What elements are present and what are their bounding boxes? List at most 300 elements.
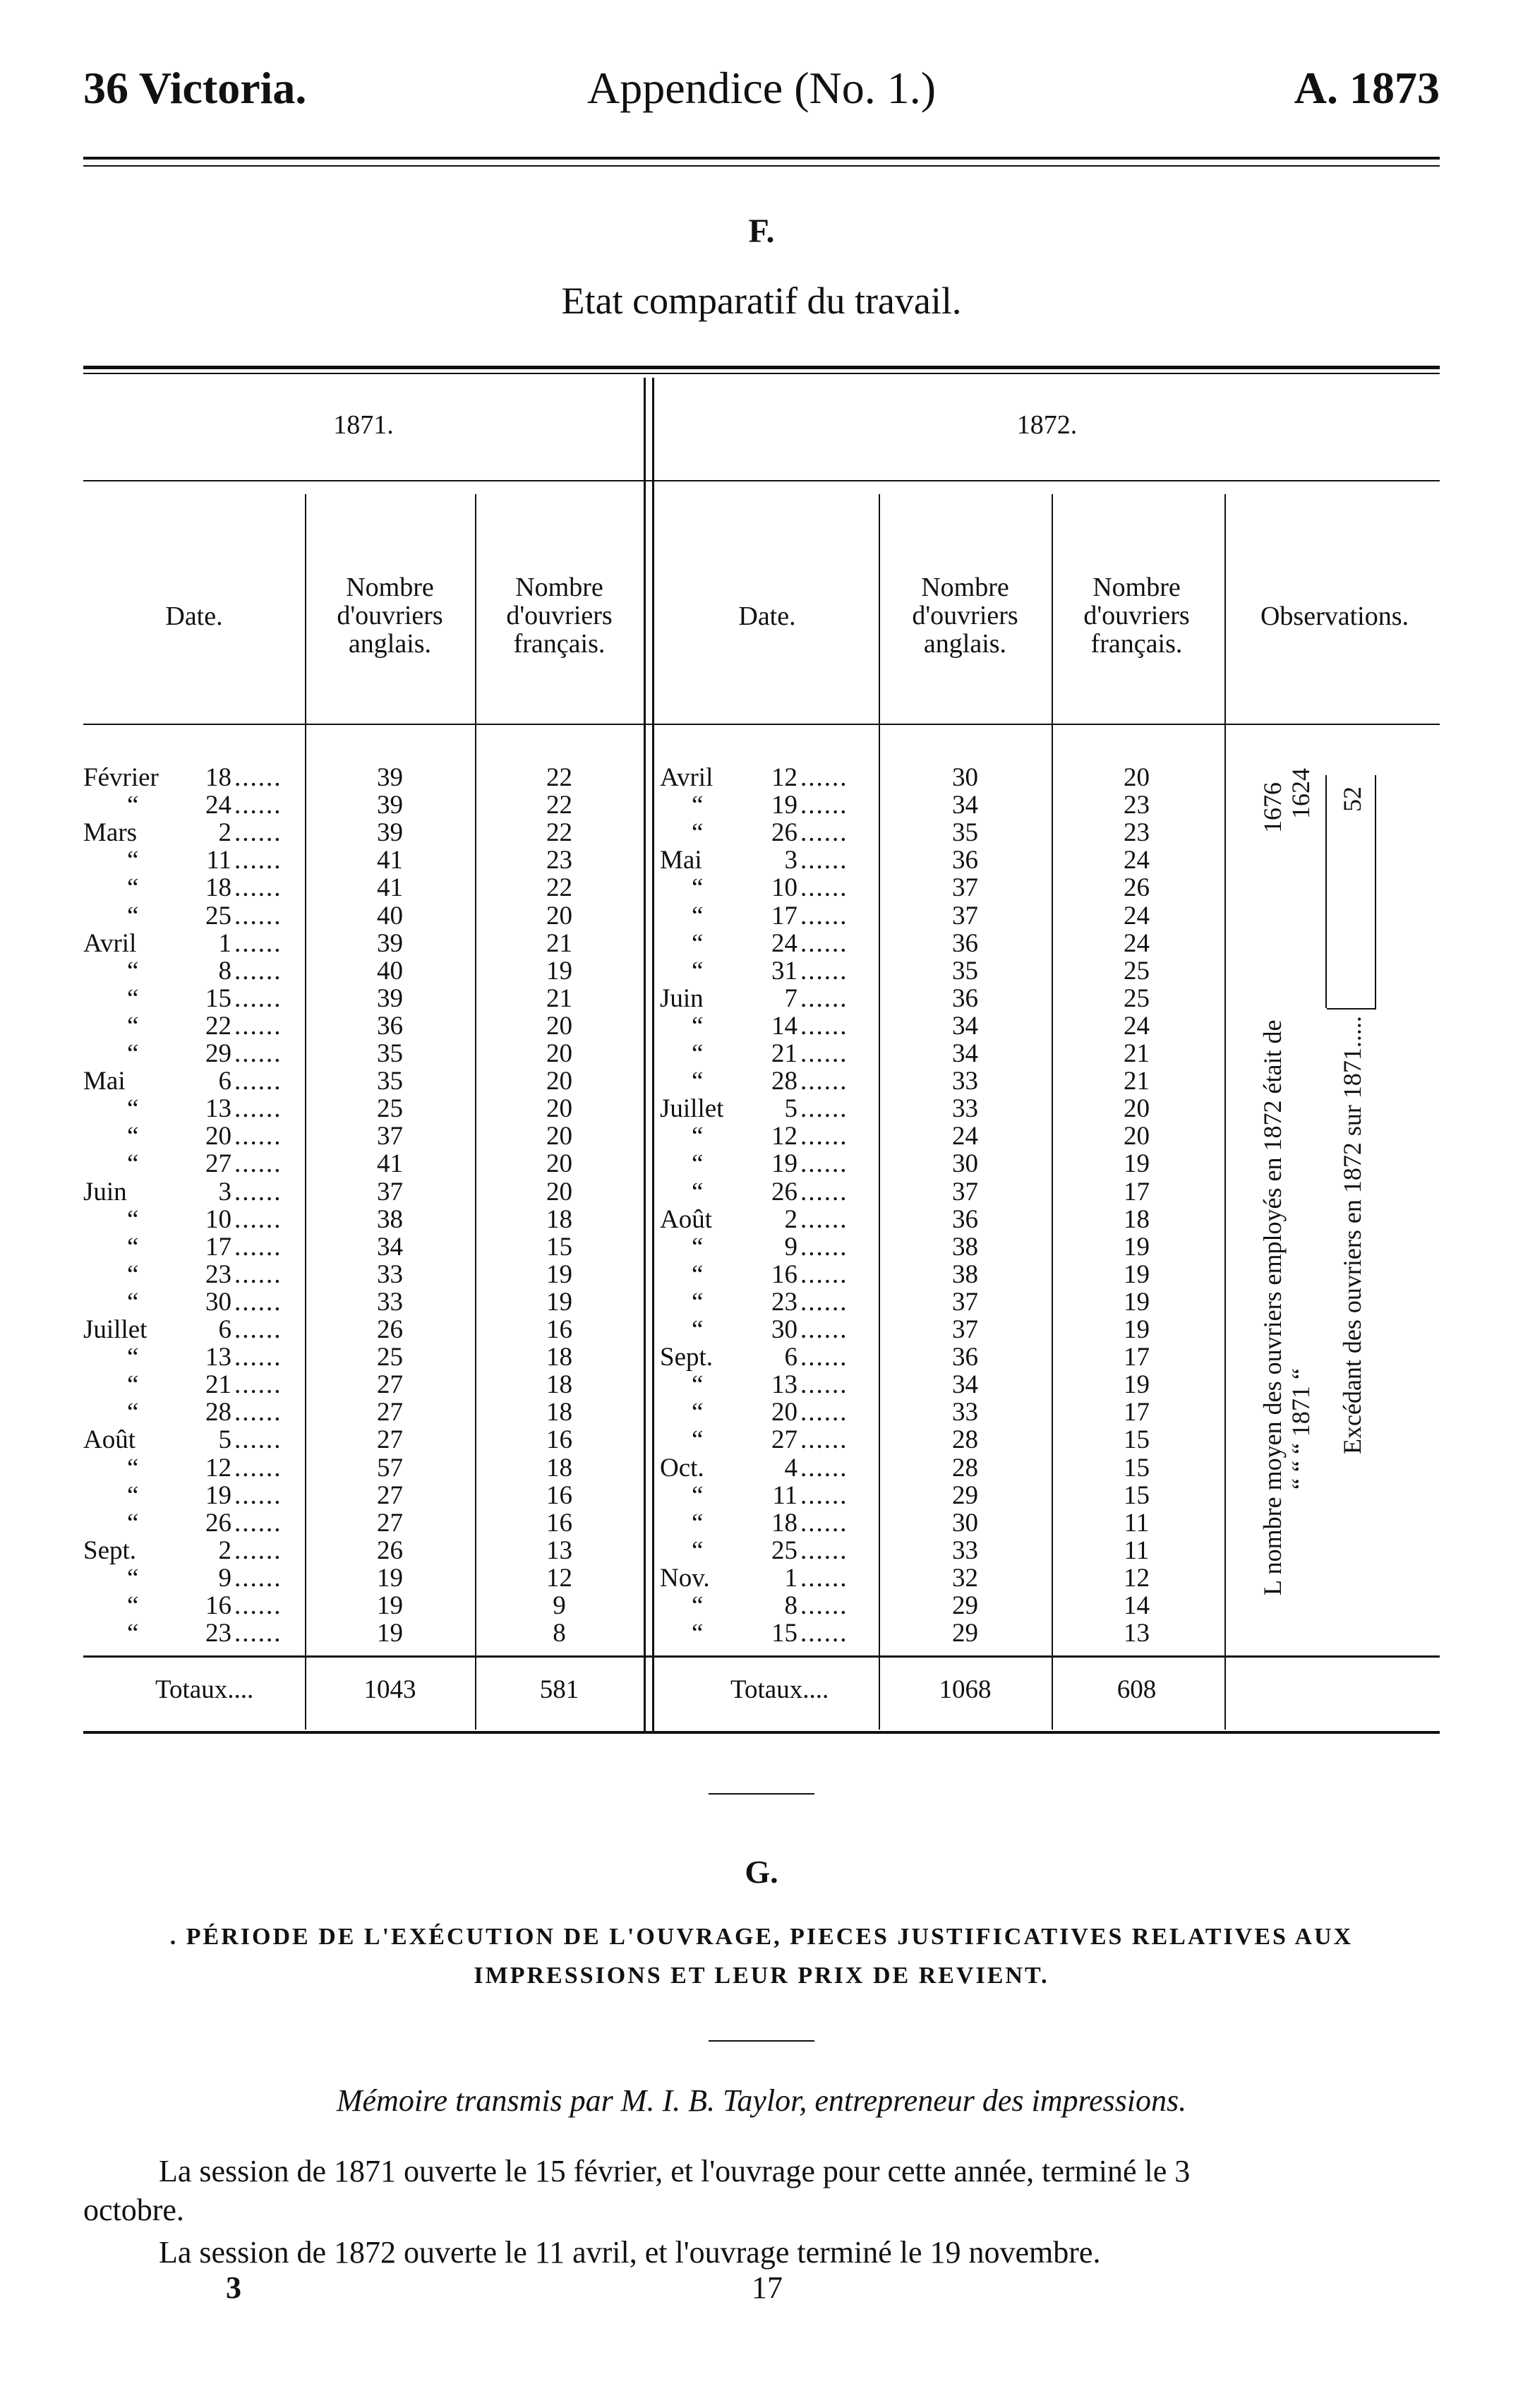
- row-day: 5: [218, 1425, 231, 1455]
- row-francais: 20: [546, 1011, 572, 1041]
- row-francais: 19: [1124, 1287, 1150, 1317]
- row-month: “: [127, 1259, 139, 1289]
- row-month: “: [127, 1480, 139, 1510]
- table-row: [660, 1592, 1224, 1619]
- table-row: [660, 1288, 1224, 1316]
- row-leader-dots: ......: [800, 1204, 848, 1234]
- table-row: [83, 846, 644, 874]
- row-day: 1: [784, 1563, 797, 1593]
- row-francais: 15: [1124, 1480, 1150, 1510]
- row-anglais: 34: [952, 1011, 978, 1041]
- row-francais: 20: [546, 1067, 572, 1096]
- row-leader-dots: ......: [800, 1398, 848, 1427]
- row-day: 25: [205, 901, 231, 930]
- row-day: 6: [784, 1343, 797, 1372]
- row-francais: 20: [546, 1149, 572, 1179]
- row-leader-dots: ......: [234, 791, 282, 820]
- memoire-line: Mémoire transmis par M. I. B. Taylor, entrepreneur des impressions.: [336, 2083, 1187, 2118]
- row-leader-dots: ......: [234, 846, 282, 875]
- row-francais: 12: [546, 1563, 572, 1593]
- row-leader-dots: ......: [800, 901, 848, 930]
- row-day: 2: [218, 818, 231, 848]
- row-day: 26: [205, 1508, 231, 1538]
- row-day: 1: [218, 928, 231, 958]
- header-rule-top: [83, 157, 1440, 160]
- row-francais: 20: [546, 1039, 572, 1068]
- row-day: 19: [205, 1480, 231, 1510]
- row-leader-dots: ......: [800, 1039, 848, 1068]
- row-anglais: 35: [952, 818, 978, 848]
- row-anglais: 28: [952, 1453, 978, 1482]
- table-row: [83, 1426, 644, 1454]
- table-row: [660, 1398, 1224, 1426]
- row-month: Nov.: [660, 1563, 710, 1593]
- row-leader-dots: ......: [234, 1480, 282, 1510]
- row-anglais: 39: [377, 983, 403, 1013]
- row-anglais: 37: [952, 1315, 978, 1344]
- row-leader-dots: ......: [800, 1149, 848, 1179]
- row-day: 29: [205, 1039, 231, 1068]
- row-leader-dots: ......: [234, 1094, 282, 1124]
- table-row: [660, 1343, 1224, 1371]
- table-row: [660, 764, 1224, 791]
- row-month: “: [692, 1177, 704, 1206]
- year-divider-b: [652, 378, 654, 1732]
- row-day: 20: [205, 1122, 231, 1151]
- section-f-letter: F.: [748, 212, 775, 250]
- row-francais: 20: [546, 1122, 572, 1151]
- row-anglais: 36: [377, 1011, 403, 1041]
- row-day: 12: [771, 1122, 797, 1151]
- row-francais: 11: [1124, 1535, 1150, 1565]
- header-rule: [83, 724, 1440, 725]
- row-anglais: 29: [952, 1619, 978, 1648]
- table-row: [660, 846, 1224, 874]
- row-anglais: 36: [952, 1343, 978, 1372]
- row-day: 27: [205, 1149, 231, 1179]
- table-row: [83, 957, 644, 985]
- row-month: Juillet: [83, 1315, 148, 1344]
- row-day: 23: [205, 1259, 231, 1289]
- row-leader-dots: ......: [234, 956, 282, 986]
- signature-mark: 3: [226, 2270, 241, 2305]
- row-month: “: [127, 1039, 139, 1068]
- paragraph-1-line-1: La session de 1871 ouverte le 15 février, et l'ouvrage pour cette année, terminé le 3: [159, 2154, 1191, 2188]
- row-day: 11: [206, 846, 231, 875]
- row-leader-dots: ......: [234, 1011, 282, 1041]
- row-month: “: [127, 1204, 139, 1234]
- running-head-right: A. 1873: [1294, 63, 1440, 113]
- row-month: “: [127, 1149, 139, 1179]
- table-row: [83, 1343, 644, 1371]
- row-day: 3: [784, 846, 797, 875]
- row-leader-dots: ......: [234, 901, 282, 930]
- row-francais: 16: [546, 1425, 572, 1455]
- row-anglais: 29: [952, 1591, 978, 1620]
- row-francais: 19: [1124, 1149, 1150, 1179]
- table-row: [83, 1537, 644, 1564]
- row-day: 27: [771, 1425, 797, 1455]
- table-row: [660, 1067, 1224, 1095]
- table-row: [660, 1095, 1224, 1122]
- row-day: 6: [218, 1315, 231, 1344]
- row-anglais: 30: [952, 1508, 978, 1538]
- table-row: [83, 1095, 644, 1122]
- row-leader-dots: ......: [234, 873, 282, 903]
- row-francais: 18: [546, 1398, 572, 1427]
- row-leader-dots: ......: [234, 1177, 282, 1206]
- table-row: [83, 791, 644, 819]
- table-row: [83, 819, 644, 846]
- row-month: “: [127, 956, 139, 986]
- row-leader-dots: ......: [800, 1563, 848, 1593]
- row-anglais: 30: [952, 1149, 978, 1179]
- row-francais: 22: [546, 873, 572, 903]
- row-anglais: 27: [377, 1370, 403, 1400]
- row-francais: 19: [546, 956, 572, 986]
- observation-bracket: [1325, 775, 1327, 1008]
- row-month: “: [692, 1398, 704, 1427]
- col-date-1871: Date.: [165, 601, 223, 631]
- row-anglais: 41: [377, 873, 403, 903]
- table-row: [83, 1122, 644, 1150]
- row-francais: 20: [1124, 1122, 1150, 1151]
- row-francais: 19: [1124, 1232, 1150, 1262]
- row-day: 2: [218, 1535, 231, 1565]
- table-row: [83, 1012, 644, 1040]
- row-anglais: 26: [377, 1535, 403, 1565]
- row-anglais: 35: [952, 956, 978, 986]
- row-leader-dots: ......: [234, 928, 282, 958]
- row-month: Sept.: [83, 1535, 137, 1565]
- row-leader-dots: ......: [800, 791, 848, 820]
- row-month: Août: [660, 1204, 712, 1234]
- row-day: 12: [771, 763, 797, 792]
- table-row: [660, 1509, 1224, 1537]
- row-anglais: 41: [377, 1149, 403, 1179]
- row-anglais: 39: [377, 928, 403, 958]
- row-francais: 12: [1124, 1563, 1150, 1593]
- row-month: Mars: [83, 818, 138, 848]
- row-month: “: [692, 1425, 704, 1455]
- row-leader-dots: ......: [800, 1591, 848, 1620]
- row-leader-dots: ......: [800, 1535, 848, 1565]
- total-francais-1871: 581: [539, 1675, 579, 1704]
- table-row: [83, 1454, 644, 1482]
- row-month: Mai: [83, 1067, 126, 1096]
- row-day: 18: [771, 1508, 797, 1538]
- row-day: 15: [205, 983, 231, 1013]
- table-row: [660, 1454, 1224, 1482]
- header-rule-bottom: [83, 165, 1440, 167]
- row-leader-dots: ......: [800, 1425, 848, 1455]
- row-francais: 16: [546, 1508, 572, 1538]
- row-francais: 23: [1124, 818, 1150, 848]
- row-francais: 25: [1124, 983, 1150, 1013]
- row-day: 16: [771, 1259, 797, 1289]
- row-francais: 24: [1124, 1011, 1150, 1041]
- row-day: 20: [771, 1398, 797, 1427]
- table-row: [660, 874, 1224, 901]
- row-francais: 22: [546, 818, 572, 848]
- year-1872-label: 1872.: [1016, 410, 1078, 440]
- row-anglais: 29: [952, 1480, 978, 1510]
- row-anglais: 27: [377, 1480, 403, 1510]
- row-francais: 20: [546, 1177, 572, 1206]
- row-day: 21: [205, 1370, 231, 1400]
- row-leader-dots: ......: [234, 1535, 282, 1565]
- row-day: 15: [771, 1619, 797, 1648]
- row-leader-dots: ......: [234, 1619, 282, 1648]
- row-leader-dots: ......: [800, 1232, 848, 1262]
- row-anglais: 34: [952, 1370, 978, 1400]
- row-anglais: 19: [377, 1591, 403, 1620]
- row-leader-dots: ......: [800, 983, 848, 1013]
- row-leader-dots: ......: [234, 1563, 282, 1593]
- table-row: [83, 902, 644, 930]
- table-row: [660, 1178, 1224, 1206]
- table-row: [83, 985, 644, 1012]
- row-anglais: 39: [377, 763, 403, 792]
- row-anglais: 27: [377, 1398, 403, 1427]
- paragraph-2: La session de 1872 ouverte le 11 avril, et l'ouvrage terminé le 19 novembre.: [159, 2235, 1101, 2270]
- table-row: [660, 1150, 1224, 1178]
- row-francais: 25: [1124, 956, 1150, 986]
- row-anglais: 26: [377, 1315, 403, 1344]
- observation-sum-rule: [1327, 1008, 1376, 1010]
- row-month: “: [127, 983, 139, 1013]
- row-day: 23: [205, 1619, 231, 1648]
- row-month: “: [127, 1563, 139, 1593]
- row-leader-dots: ......: [800, 1177, 848, 1206]
- total-anglais-1871: 1043: [363, 1675, 416, 1704]
- row-day: 14: [771, 1011, 797, 1041]
- row-day: 19: [771, 791, 797, 820]
- row-day: 26: [771, 818, 797, 848]
- table-top-rule: [83, 366, 1440, 369]
- row-francais: 20: [546, 1094, 572, 1124]
- observation-line-1: L nombre moyen des ouvriers employés en 1872 était de: [1258, 1019, 1287, 1595]
- row-francais: 15: [1124, 1425, 1150, 1455]
- row-day: 12: [205, 1453, 231, 1482]
- row-day: 30: [771, 1315, 797, 1344]
- col-divider-observations: [1224, 494, 1226, 1730]
- row-francais: 14: [1124, 1591, 1150, 1620]
- row-leader-dots: ......: [234, 763, 282, 792]
- row-month: “: [692, 873, 704, 903]
- observation-line-1-ditto: “ “ “ 1871 “: [1287, 1368, 1315, 1490]
- row-francais: 24: [1124, 901, 1150, 930]
- row-month: “: [127, 1591, 139, 1620]
- table-row: [660, 957, 1224, 985]
- table-row: [83, 1206, 644, 1233]
- row-leader-dots: ......: [234, 1259, 282, 1289]
- row-francais: 13: [546, 1535, 572, 1565]
- row-francais: 15: [1124, 1453, 1150, 1482]
- row-leader-dots: ......: [800, 1453, 848, 1482]
- row-month: “: [692, 1535, 704, 1565]
- row-month: “: [692, 1619, 704, 1648]
- row-day: 11: [772, 1480, 797, 1510]
- row-leader-dots: ......: [800, 873, 848, 903]
- table-row: [660, 1619, 1224, 1647]
- row-leader-dots: ......: [234, 1398, 282, 1427]
- row-anglais: 38: [377, 1204, 403, 1234]
- table-row: [660, 1012, 1224, 1040]
- separator-rule-2: [709, 2040, 814, 2042]
- row-francais: 22: [546, 791, 572, 820]
- row-day: 17: [771, 901, 797, 930]
- row-leader-dots: ......: [800, 1067, 848, 1096]
- table-bottom-rule: [83, 1731, 1440, 1734]
- row-month: “: [692, 1232, 704, 1262]
- table-row: [83, 1564, 644, 1592]
- row-month: “: [692, 1508, 704, 1538]
- row-anglais: 37: [952, 873, 978, 903]
- table-row: [83, 1371, 644, 1398]
- row-day: 24: [205, 791, 231, 820]
- row-day: 5: [784, 1094, 797, 1124]
- row-anglais: 40: [377, 901, 403, 930]
- table-row: [83, 1261, 644, 1288]
- row-anglais: 28: [952, 1425, 978, 1455]
- row-leader-dots: ......: [234, 1232, 282, 1262]
- row-day: 22: [205, 1011, 231, 1041]
- row-anglais: 19: [377, 1563, 403, 1593]
- row-month: “: [127, 1287, 139, 1317]
- row-leader-dots: ......: [800, 1508, 848, 1538]
- row-leader-dots: ......: [800, 1011, 848, 1041]
- row-month: “: [127, 1508, 139, 1538]
- row-month: Juillet: [660, 1094, 724, 1124]
- row-francais: 19: [546, 1259, 572, 1289]
- table-row: [83, 1619, 644, 1647]
- row-day: 24: [771, 928, 797, 958]
- table-row: [83, 1288, 644, 1316]
- row-francais: 18: [546, 1204, 572, 1234]
- observation-bracket-2: [1375, 775, 1376, 1008]
- row-leader-dots: ......: [234, 1039, 282, 1068]
- row-anglais: 25: [377, 1094, 403, 1124]
- totals-label-1871: Totaux....: [155, 1675, 254, 1704]
- row-month: “: [692, 1591, 704, 1620]
- row-month: “: [692, 956, 704, 986]
- row-anglais: 33: [952, 1094, 978, 1124]
- observation-line-2: Excédant des ouvriers en 1872 sur 1871.....: [1338, 1016, 1366, 1454]
- row-leader-dots: ......: [800, 763, 848, 792]
- row-anglais: 36: [952, 983, 978, 1013]
- row-francais: 20: [546, 901, 572, 930]
- row-day: 4: [784, 1453, 797, 1482]
- row-month: “: [127, 1122, 139, 1151]
- row-francais: 21: [546, 983, 572, 1013]
- row-francais: 23: [1124, 791, 1150, 820]
- row-month: Avril: [83, 928, 137, 958]
- row-francais: 8: [553, 1619, 566, 1648]
- section-g-letter: G.: [745, 1854, 778, 1890]
- table-row: [660, 1316, 1224, 1343]
- col-francais-1871: Nombre d'ouvriers français.: [506, 573, 613, 659]
- row-day: 10: [205, 1204, 231, 1234]
- row-day: 26: [771, 1177, 797, 1206]
- row-day: 9: [218, 1563, 231, 1593]
- row-francais: 20: [1124, 1094, 1150, 1124]
- running-head-center: Appendice (No. 1.): [586, 63, 937, 113]
- section-g-heading-2: IMPRESSIONS ET LEUR PRIX DE REVIENT.: [474, 1963, 1049, 1989]
- table-row: [83, 1233, 644, 1261]
- row-leader-dots: ......: [800, 1619, 848, 1648]
- table-row: [83, 764, 644, 791]
- row-francais: 26: [1124, 873, 1150, 903]
- table-row: [83, 1150, 644, 1178]
- row-francais: 18: [1124, 1204, 1150, 1234]
- row-francais: 20: [1124, 763, 1150, 792]
- row-day: 30: [205, 1287, 231, 1317]
- row-francais: 18: [546, 1343, 572, 1372]
- row-francais: 19: [1124, 1370, 1150, 1400]
- row-day: 28: [205, 1398, 231, 1427]
- row-month: “: [692, 901, 704, 930]
- row-leader-dots: ......: [234, 1287, 282, 1317]
- row-francais: 17: [1124, 1343, 1150, 1372]
- row-francais: 19: [1124, 1259, 1150, 1289]
- row-day: 13: [205, 1343, 231, 1372]
- row-month: “: [692, 1067, 704, 1096]
- row-anglais: 36: [952, 1204, 978, 1234]
- col-francais-1872: Nombre d'ouvriers français.: [1083, 573, 1190, 659]
- row-month: “: [127, 1094, 139, 1124]
- year-1871-label: 1871.: [333, 410, 394, 440]
- row-anglais: 33: [952, 1067, 978, 1096]
- row-leader-dots: ......: [800, 956, 848, 986]
- row-anglais: 25: [377, 1343, 403, 1372]
- table-row: [660, 985, 1224, 1012]
- row-day: 13: [205, 1094, 231, 1124]
- row-month: Avril: [660, 763, 714, 792]
- row-francais: 16: [546, 1315, 572, 1344]
- table-row: [83, 1040, 644, 1067]
- row-month: Sept.: [660, 1343, 714, 1372]
- row-anglais: 35: [377, 1067, 403, 1096]
- row-day: 31: [771, 956, 797, 986]
- row-month: “: [692, 1480, 704, 1510]
- row-anglais: 39: [377, 818, 403, 848]
- row-leader-dots: ......: [234, 1315, 282, 1344]
- table-row: [83, 874, 644, 901]
- section-f-title: Etat comparatif du travail.: [561, 280, 962, 322]
- row-anglais: 37: [952, 901, 978, 930]
- totals-rule: [83, 1655, 1440, 1658]
- totals-label-1872: Totaux....: [730, 1675, 829, 1704]
- table-row: [83, 1482, 644, 1509]
- row-francais: 18: [546, 1370, 572, 1400]
- row-day: 25: [771, 1535, 797, 1565]
- row-anglais: 33: [952, 1535, 978, 1565]
- row-anglais: 35: [377, 1039, 403, 1068]
- section-g-heading-1: . PÉRIODE DE L'EXÉCUTION DE L'OUVRAGE, PIECES JUSTIFICATIVES RELATIVES AUX: [169, 1924, 1354, 1950]
- row-anglais: 38: [952, 1259, 978, 1289]
- row-leader-dots: ......: [800, 1343, 848, 1372]
- row-francais: 15: [546, 1232, 572, 1262]
- row-month: Mai: [660, 846, 702, 875]
- row-month: “: [692, 1149, 704, 1179]
- row-leader-dots: ......: [234, 1122, 282, 1151]
- table-row: [660, 819, 1224, 846]
- row-month: Août: [83, 1425, 136, 1455]
- row-leader-dots: ......: [800, 1094, 848, 1124]
- row-anglais: 34: [952, 791, 978, 820]
- row-leader-dots: ......: [234, 818, 282, 848]
